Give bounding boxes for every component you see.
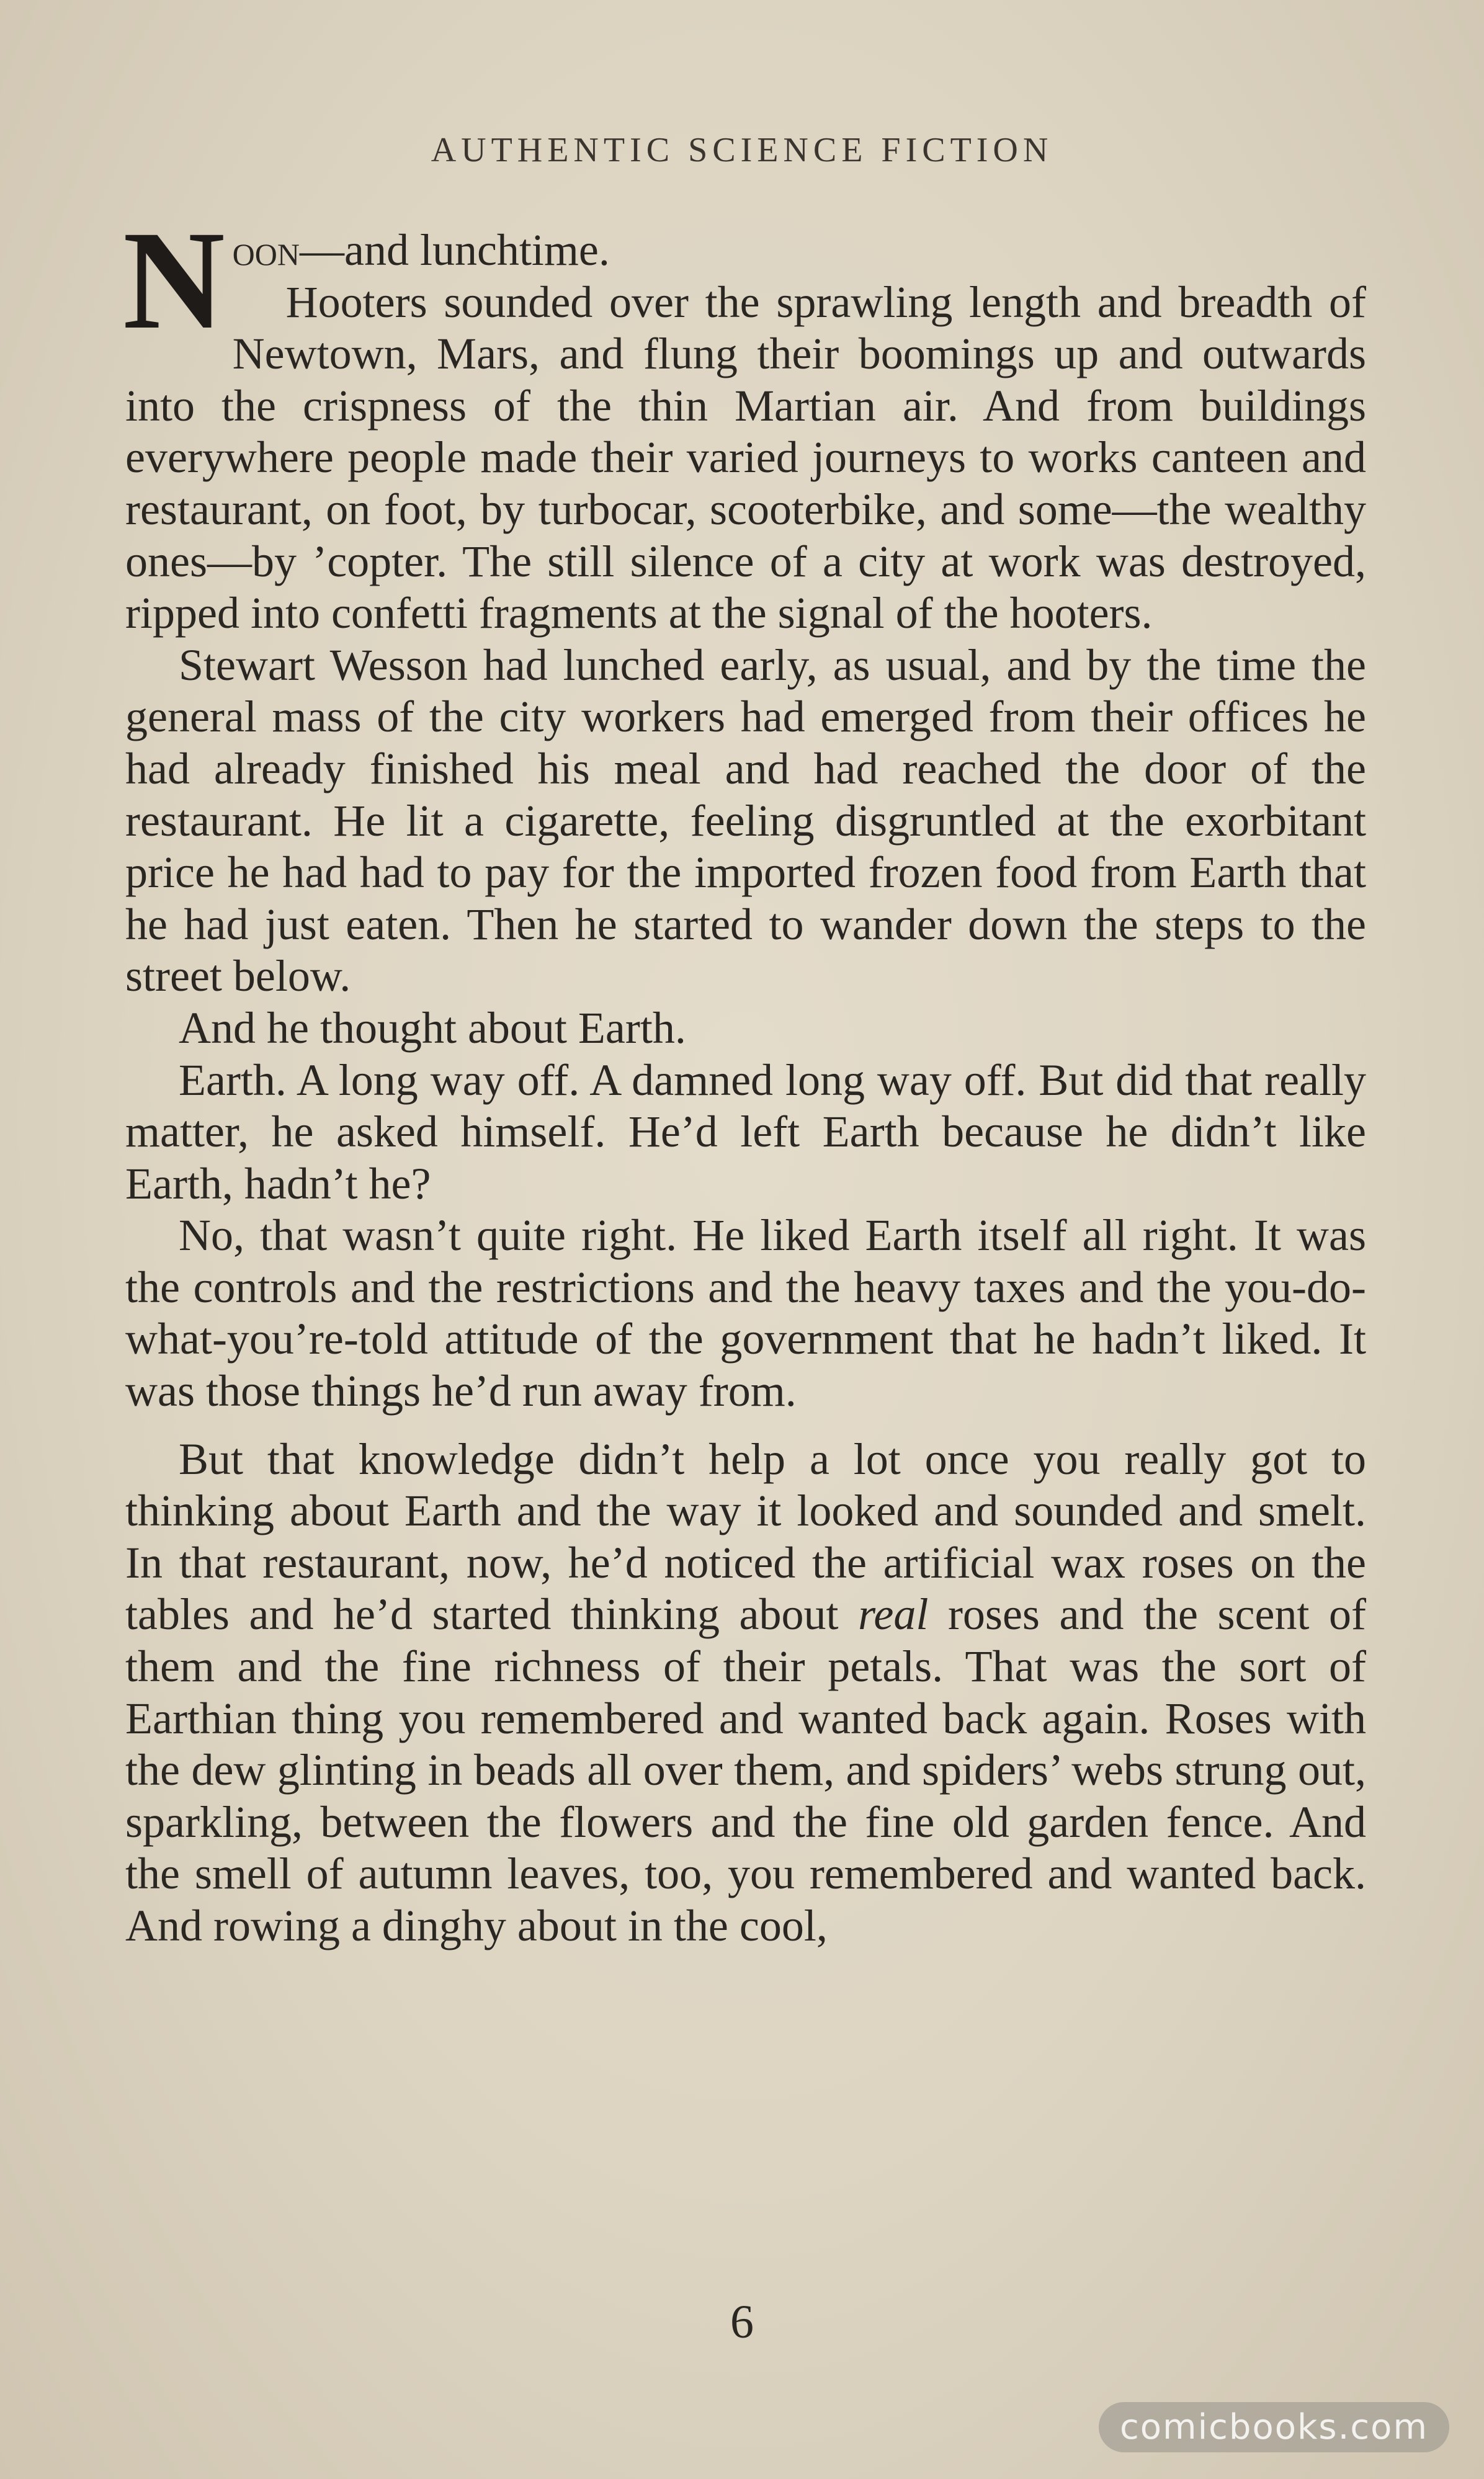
opening-line: [123, 202, 1366, 359]
emphasis: real: [858, 1589, 929, 1640]
paragraph: Hooters sounded over the sprawling length and breadth of Newtown, Mars, and flung their boomings up and outwards into the crispness of the thin Martian air. And from buildings everywhere people made their varied journeys to works canteen and restaurant, on foot, by turbocar, scooterbike, and some—the wealthy ones—by ’copter. The still silence of a city at work was destroyed, ripped into confetti fragments at the signal of the hooters.: [125, 277, 1366, 638]
drop-cap: N: [123, 202, 225, 359]
paragraph-text: roses and the scent of them and the fine richness of their petals. That was the sort of Earthian thing you remembered and wanted back again. Roses with the dew glinting in beads all over them, and spiders’ webs strung out, sparkling, between the flowers and the fine old garden fence. And the smell of autumn leaves, too, you remembered and wanted back. And rowing a dinghy about in the cool,: [125, 1589, 1366, 1950]
opening-rest: —and lunchtime.: [299, 225, 610, 275]
story-text: [123, 202, 1366, 1952]
page-number: 6: [730, 2296, 754, 2348]
paragraph: No, that wasn’t quite right. He liked Earth itself all right. It was the controls and the restrictions and the heavy taxes and the you-do-what-you’re-told attitude of the government that he hadn’t liked. It was those things he’d run away from.: [125, 1210, 1366, 1416]
opening-smallcaps: oon: [232, 225, 300, 275]
running-head: AUTHENTIC SCIENCE FICTION: [431, 131, 1053, 169]
paragraph-text: But that knowledge didn’t help a lot once you really got to thinking about Earth and the way it looked and sounded and smelt. In that restaurant, now, he’d noticed the artificial wax roses on the tables and he’d started thinking about: [125, 1434, 1366, 1640]
paragraph: And he thought about Earth.: [179, 1003, 686, 1053]
paragraph: Stewart Wesson had lunched early, as usual, and by the time the general mass of the city workers had emerged from their offices he had already finished his meal and had reached the door of the restaurant. He lit a cigarette, feeling disgruntled at the exorbitant price he had had to pay for the imported frozen food from Earth that he had just eaten. Then he started to wander down the steps to the street below.: [125, 640, 1366, 1001]
watermark: comicbooks.com: [1099, 2402, 1449, 2452]
paragraph: Earth. A long way off. A damned long way off. But did that really matter, he asked himself. He’d left Earth because he didn’t like Earth, hadn’t he?: [125, 1055, 1366, 1208]
paragraph: [125, 1434, 1366, 1952]
